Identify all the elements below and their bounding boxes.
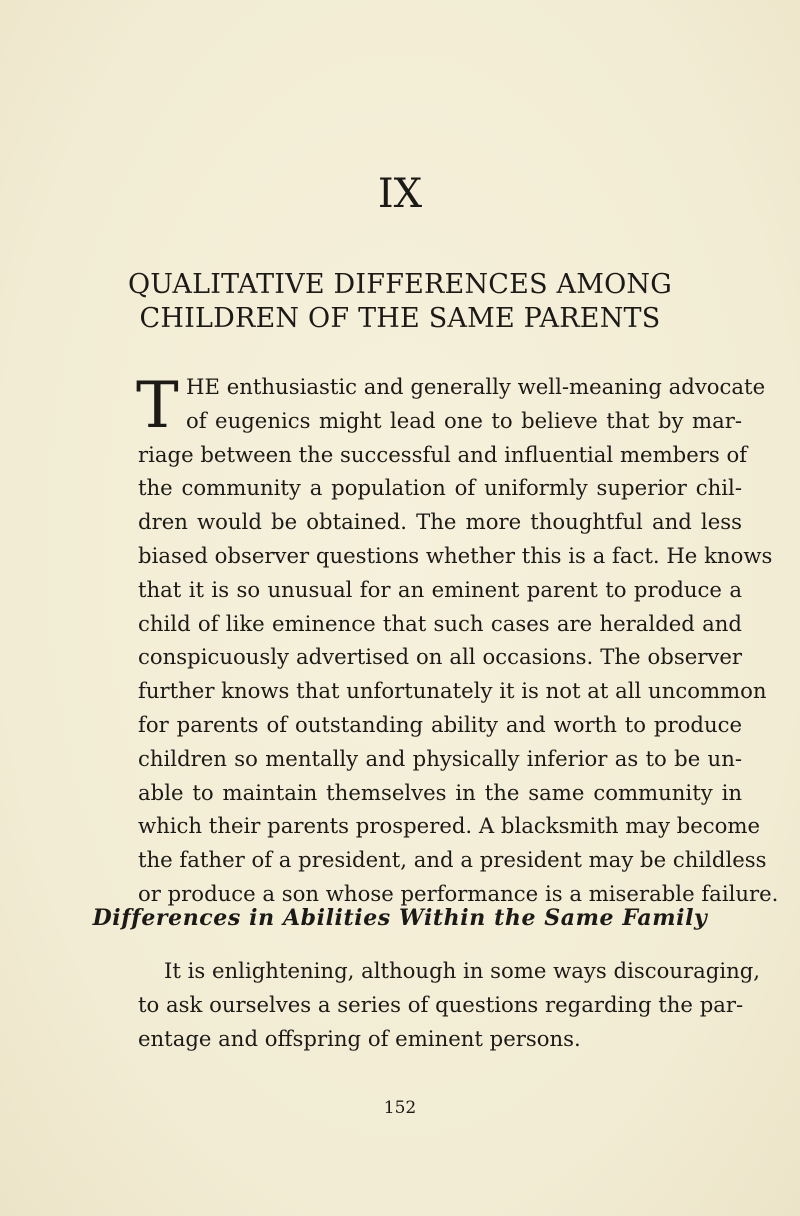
paragraph-line: the community a population of uniformly superior chil- [138, 475, 742, 501]
paragraph-line: biased observer questions whether this is a fact. He knows [138, 542, 773, 568]
drop-cap: T [136, 369, 179, 443]
paragraph-line: which their parents prospered. A blacksmith may become [138, 813, 761, 839]
chapter-number: IX [377, 171, 423, 217]
paragraph-line: to ask ourselves a series of questions regarding the par- [138, 991, 744, 1017]
paragraph-line: for parents of outstanding ability and worth to produce [138, 711, 742, 737]
paragraph-line: entage and offspring of eminent persons. [138, 1025, 581, 1051]
chapter-title-line: CHILDREN OF THE SAME PARENTS [139, 303, 661, 334]
paragraph-line: further knows that unfortunately it is not at all uncommon [138, 678, 767, 704]
second-paragraph [138, 954, 761, 1055]
paragraph-line: dren would be obtained. The more thoughtful and less [138, 509, 742, 535]
paragraph-line: that it is so unusual for an eminent parent to produce a [138, 576, 742, 602]
paragraph-line [186, 370, 766, 404]
page-number: 152 [383, 1098, 417, 1118]
chapter-title-line: QUALITATIVE DIFFERENCES AMONG [127, 269, 673, 300]
paragraph-line: riage between the successful and influential members of [138, 441, 748, 467]
paragraph-line-text: enthusiastic and generally well-meaning advocate [226, 374, 766, 399]
paragraph-line: child of like eminence that such cases are heralded and [138, 610, 742, 636]
paragraph-line: or produce a son whose performance is a miserable failure. [138, 880, 779, 906]
paragraph-line: conspicuously advertised on all occasions. The observer [138, 644, 742, 670]
opening-paragraph [136, 369, 779, 911]
paragraph-line: children so mentally and physically inferior as to be un- [138, 745, 742, 771]
drop-cap-block [136, 369, 766, 443]
chapter-title [0, 268, 800, 336]
paragraph-line: able to maintain themselves in the same community in [138, 779, 742, 805]
paragraph-line: the father of a president, and a president may be childless [138, 847, 767, 873]
section-heading: Differences in Abilities Within the Same Family [92, 905, 708, 931]
first-word-rest: HE [186, 374, 220, 399]
paragraph-line: It is enlightening, although in some ways discouraging, [164, 958, 761, 983]
paragraph-line: of eugenics might lead one to believe that by mar- [186, 407, 742, 433]
